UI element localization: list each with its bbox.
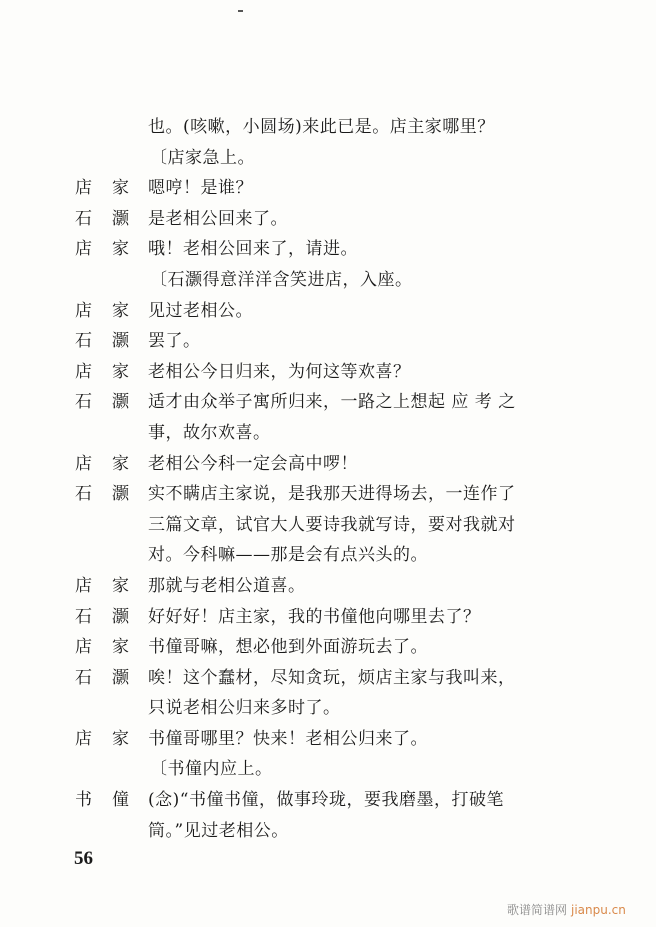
speaker-char-1: 店 [75,361,92,382]
dialogue-line [0,724,656,755]
stage-direction-line [0,143,656,174]
speaker-char-2: 家 [112,178,129,199]
speaker-char-2: 家 [112,361,129,382]
dialogue-line [0,602,656,633]
page-number: 56 [74,848,93,869]
line-text: 〔石灏得意洋洋含笑进店，入座。 [150,269,413,290]
watermark-url: jianpu.cn [571,903,626,917]
scan-speck [238,10,243,12]
watermark [507,901,626,918]
speaker-char-2: 家 [112,637,129,658]
dialogue-line [0,785,656,816]
line-text: 也。(咳嗽，小圆场)来此已是。店主家哪里？ [148,117,495,137]
line-text: (念)“书僮书僮，做事玲珑，要我磨墨，打破笔 [148,790,504,811]
speaker-char-1: 石 [75,484,92,505]
dialogue-line [0,663,656,694]
line-text: 适才由众举子寓所归来，一路之上想起 应 考 之 [148,392,516,413]
line-text: 那就与老相公道喜。 [148,575,306,596]
dialogue-line [0,387,656,418]
speaker-char-2: 灏 [112,606,129,627]
line-text: 三篇文章，试官大人要诗我就写诗，要对我就对 [148,514,516,535]
speaker-char-1: 店 [75,239,92,260]
dialogue-line [0,296,656,327]
speaker-char-2: 家 [112,300,129,321]
line-text: 书僮哥哪里？快来！老相公归来了。 [148,728,428,749]
line-text: 只说老相公归来多时了。 [148,698,341,719]
line-text: 好好好！店主家，我的书僮他向哪里去了？ [148,606,481,627]
continuation-line [0,540,656,571]
speaker-char-2: 灏 [112,667,129,688]
speaker-char-2: 灏 [112,484,129,505]
line-text: 老相公今科一定会高中啰！ [148,453,358,474]
dialogue-line [0,571,656,602]
speaker-char-1: 书 [75,790,92,811]
dialogue-line [0,449,656,480]
speaker-char-2: 灏 [112,392,129,413]
line-text: 唉！这个蠢材，尽知贪玩，烦店主家与我叫来， [148,667,516,688]
dialogue-line [0,326,656,357]
speaker-char-1: 店 [75,637,92,658]
speaker-char-1: 石 [75,392,92,413]
dialogue-line [0,204,656,235]
speaker-char-2: 家 [112,575,129,596]
script-text [0,112,656,846]
speaker-char-2: 家 [112,453,129,474]
speaker-char-1: 石 [75,606,92,627]
dialogue-line [0,632,656,663]
line-text: 见过老相公。 [148,300,253,321]
line-text: 书僮哥嘛，想必他到外面游玩去了。 [148,637,428,658]
line-text: 实不瞒店主家说，是我那天进得场去，一连作了 [148,484,516,505]
speaker-char-2: 家 [112,239,129,260]
line-text: 对。今科嘛——那是会有点兴头的。 [148,545,428,566]
speaker-char-1: 店 [75,453,92,474]
dialogue-line [0,357,656,388]
line-text: 是老相公回来了。 [148,208,288,229]
continuation-line [0,816,656,847]
speaker-char-2: 灏 [112,331,129,352]
speaker-char-1: 石 [75,208,92,229]
continuation-line [0,418,656,449]
watermark-name: 歌谱简谱网 [507,903,568,917]
continuation-line [0,112,656,143]
line-text: 老相公今日归来，为何这等欢喜？ [148,361,411,382]
line-text: 罢了。 [148,331,201,352]
line-text: 筒。”见过老相公。 [148,820,289,841]
speaker-char-1: 店 [75,178,92,199]
line-text: 哦！老相公回来了，请进。 [148,239,358,260]
dialogue-line [0,479,656,510]
stage-direction-line [0,754,656,785]
speaker-char-1: 店 [75,575,92,596]
stage-direction-line [0,265,656,296]
speaker-char-1: 石 [75,667,92,688]
line-text: 〔店家急上。 [150,147,255,168]
speaker-char-2: 灏 [112,208,129,229]
line-text: 嗯哼！是谁？ [148,178,253,199]
dialogue-line [0,234,656,265]
speaker-char-1: 石 [75,331,92,352]
line-text: 事，故尔欢喜。 [148,422,271,443]
dialogue-line [0,173,656,204]
line-text: 〔书僮内应上。 [150,759,273,780]
speaker-char-2: 家 [112,728,129,749]
continuation-line [0,510,656,541]
speaker-char-1: 店 [75,728,92,749]
speaker-char-2: 僮 [112,790,129,811]
continuation-line [0,693,656,724]
speaker-char-1: 店 [75,300,92,321]
